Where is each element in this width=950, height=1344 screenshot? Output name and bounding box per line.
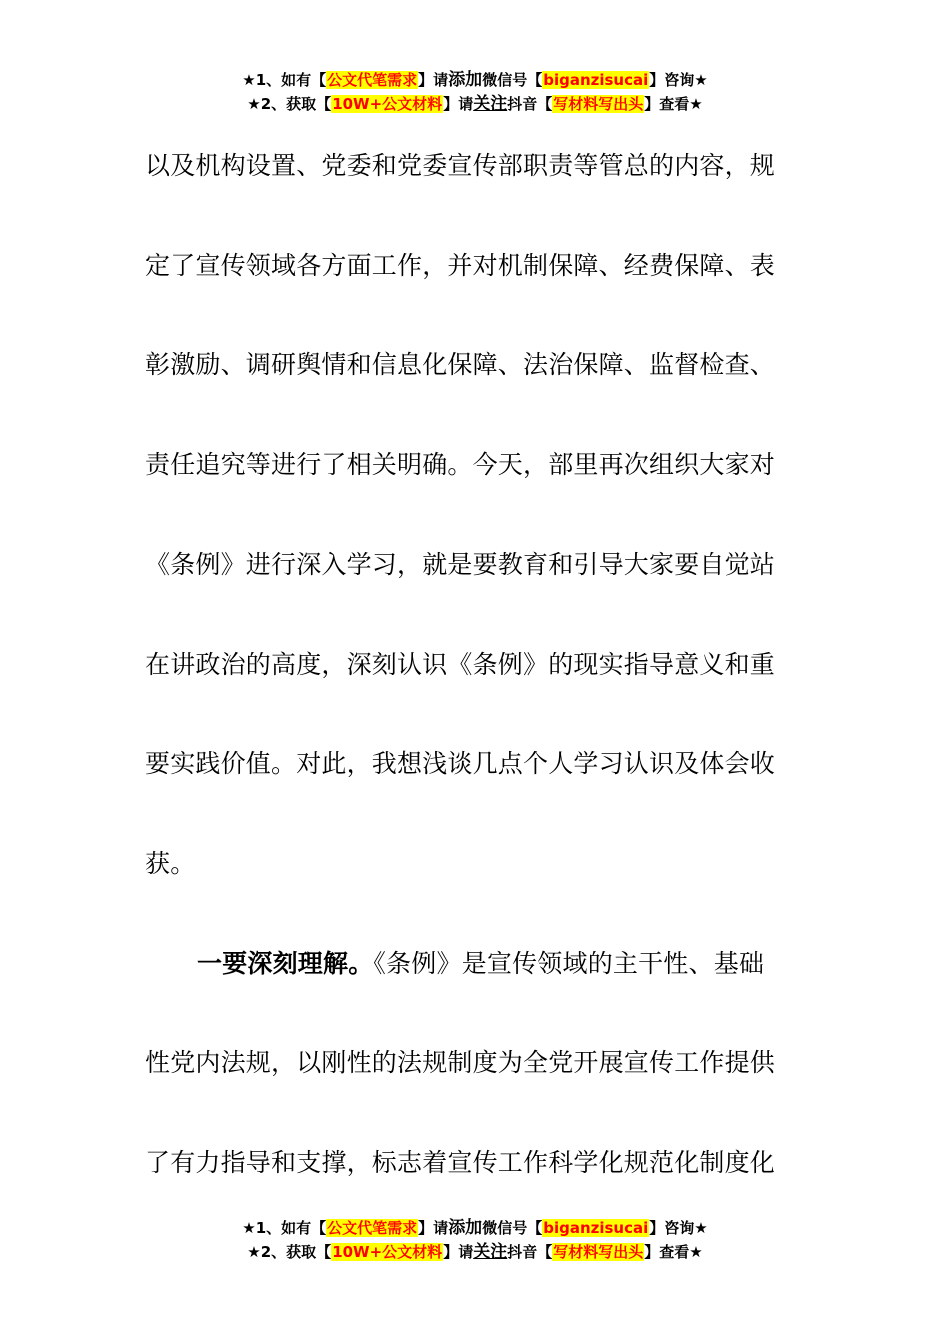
promo-text: 微信号【	[482, 71, 543, 89]
body-line: 彰激励、调研舆情和信息化保障、法治保障、监督检查、	[145, 350, 776, 380]
body-line: 以及机构设置、党委和党委宣传部职责等管总的内容，规	[145, 151, 776, 180]
body-line: 获。	[145, 848, 196, 878]
body-line: 定了宣传领域各方面工作，并对机制保障、经费保障、表	[145, 250, 776, 280]
promo-highlight: biganzisucai	[543, 71, 649, 89]
promo-text: 】请	[443, 1243, 474, 1261]
body-line: 了有力指导和支撑，标志着宣传工作科学化规范化制度化	[145, 1148, 776, 1178]
promo-text: 】咨询★	[649, 1219, 708, 1237]
promo-emphasis: 关注	[473, 94, 508, 114]
body-text: 《条例》是宣传领域的主干性、基础	[373, 948, 765, 978]
promo-text: 微信号【	[482, 1219, 543, 1237]
promo-header	[0, 68, 950, 116]
promo-text: ★1、如有【	[242, 1219, 327, 1237]
promo-footer	[0, 1216, 950, 1264]
promo-emphasis: 关注	[473, 1242, 508, 1262]
promo-highlight: 公文代笔需求	[327, 1219, 418, 1237]
promo-text: 抖音【	[507, 95, 553, 113]
body-line: 性党内法规，以刚性的法规制度为全党开展宣传工作提供	[145, 1048, 776, 1078]
promo-highlight: biganzisucai	[543, 1219, 649, 1237]
promo-text: 】请	[418, 1219, 449, 1237]
section-heading: 一要深刻理解。	[197, 948, 374, 978]
promo-text: ★2、获取【	[247, 1243, 332, 1261]
promo-emphasis: 添加	[448, 1218, 483, 1238]
promo-emphasis: 添加	[448, 70, 483, 90]
promo-highlight: 写材料写出头	[553, 1243, 644, 1261]
promo-highlight: 10W+公文材料	[332, 1243, 443, 1261]
promo-text: 】查看★	[644, 1243, 703, 1261]
promo-text: 】请	[443, 95, 474, 113]
promo-text: ★2、获取【	[247, 95, 332, 113]
body-line: 在讲政治的高度，深刻认识《条例》的现实指导意义和重	[145, 649, 776, 679]
promo-text: ★1、如有【	[242, 71, 327, 89]
promo-highlight: 公文代笔需求	[327, 71, 418, 89]
promo-highlight: 10W+公文材料	[332, 95, 443, 113]
promo-text: 抖音【	[507, 1243, 553, 1261]
body-line: 责任追究等进行了相关明确。今天，部里再次组织大家对	[145, 450, 776, 480]
promo-text: 】查看★	[644, 95, 703, 113]
promo-highlight: 写材料写出头	[553, 95, 644, 113]
promo-line-1	[0, 68, 950, 92]
body-line: 要实践价值。对此，我想浅谈几点个人学习认识及体会收	[145, 749, 776, 779]
body-line: 《条例》进行深入学习，就是要教育和引导大家要自觉站	[145, 549, 776, 579]
promo-line-1	[0, 1216, 950, 1240]
promo-text: 】咨询★	[649, 71, 708, 89]
paragraph-first-line	[145, 914, 807, 1014]
promo-text: 】请	[418, 71, 449, 89]
promo-line-2	[0, 92, 950, 116]
promo-line-2	[0, 1240, 950, 1264]
document-body	[145, 116, 807, 1213]
